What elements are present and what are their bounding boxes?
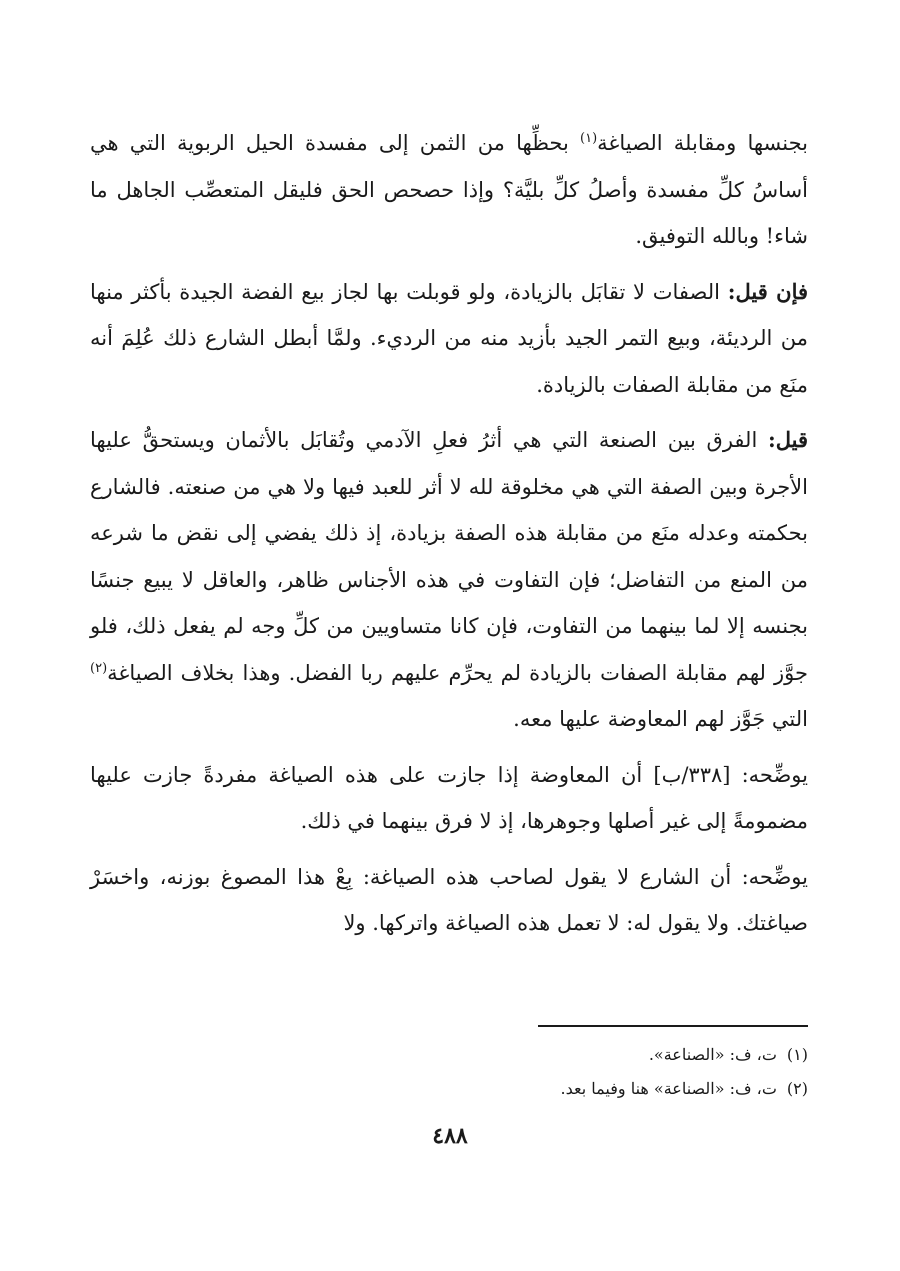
paragraph-5 bbox=[90, 854, 808, 947]
paragraph-3-text-start: الفرق بين الصنعة التي هي أثرُ فعلِ الآدمي وتُقابَل بالأثمان ويستحقُّ عليها الأجرة وبين الصفة التي هي مخلوقة لله لا أثر للعبد فيها ولا هي من صنعته. فالشارع بحكمته وعدله منَع من مقابلة هذه الصفة بزيادة، إذ ذلك يفضي إلى نقض ما شرعه من المنع من التفاضل؛ فإن التفاوت في هذه الأجناس ظاهر، والعاقل لا يبيع جنسًا بجنسه إلا لما بينهما من التفاوت، فإن كانا متساويين من كلِّ وجه لم يفعل ذلك، فلو جوَّز لهم مقابلة الصفات بالزيادة لم يحرِّم عليهم ربا الفضل. وهذا بخلاف الصياغة bbox=[90, 428, 808, 685]
footnote-ref-2: (٢) bbox=[90, 660, 108, 676]
paragraph-2 bbox=[90, 269, 808, 409]
paragraph-3-lead: قيل: bbox=[767, 427, 808, 452]
footnote-divider bbox=[538, 1025, 808, 1027]
footnote-2-text: ت، ف: «الصناعة» هنا وفيما بعد. bbox=[560, 1079, 777, 1098]
paragraph-1 bbox=[90, 120, 808, 260]
footnotes bbox=[90, 1038, 808, 1106]
paragraph-5-text: يوضِّحه: أن الشارع لا يقول لصاحب هذه الصياغة: بِعْ هذا المصوغ بوزنه، واخسَرْ صياغتك. ولا يقول له: لا تعمل هذه الصياغة واتركها. ولا bbox=[90, 864, 808, 935]
footnote-1 bbox=[90, 1038, 808, 1072]
paragraph-2-text: الصفات لا تقابَل بالزيادة، ولو قوبلت بها لجاز بيع الفضة الجيدة بأكثر منها من الرديئة، وبيع التمر الجيد بأزيد منه من الرديء. ولمَّا أبطل الشارع ذلك عُلِمَ أنه منَع من مقابلة الصفات بالزيادة. bbox=[90, 279, 808, 397]
main-text bbox=[90, 120, 808, 956]
paragraph-2-lead: فإن قيل: bbox=[727, 278, 809, 304]
footnote-2 bbox=[90, 1072, 808, 1106]
footnote-1-text: ت، ف: «الصناعة». bbox=[648, 1045, 777, 1064]
paragraph-4-text: يوضِّحه: [٣٣٨/ب] أن المعاوضة إذا جازت على هذه الصياغة مفردةً جازت عليها مضمومةً إلى غير أصلها وجوهرها، إذ لا فرق بينهما في ذلك. bbox=[90, 762, 808, 833]
paragraph-4 bbox=[90, 752, 808, 845]
footnote-1-number: (١) bbox=[786, 1045, 808, 1064]
footnote-ref-1: (١) bbox=[580, 131, 598, 146]
paragraph-3-text-end: التي جَوَّز لهم المعاوضة عليها معه. bbox=[513, 707, 808, 731]
paragraph-1-text-start: بجنسها ومقابلة الصياغة bbox=[597, 131, 808, 155]
page-number: ٤٨٨ bbox=[432, 1123, 468, 1149]
paragraph-1-text-end: بحظِّها من الثمن إلى مفسدة الحيل الربوية التي هي أساسُ كلِّ مفسدة وأصلُ كلِّ بليَّة؟ وإذا حصحص الحق فليقل المتعصِّب الجاهل ما شاء! وبالله التوفيق. bbox=[90, 131, 808, 248]
footnote-2-number: (٢) bbox=[786, 1079, 808, 1098]
paragraph-3 bbox=[90, 417, 808, 743]
